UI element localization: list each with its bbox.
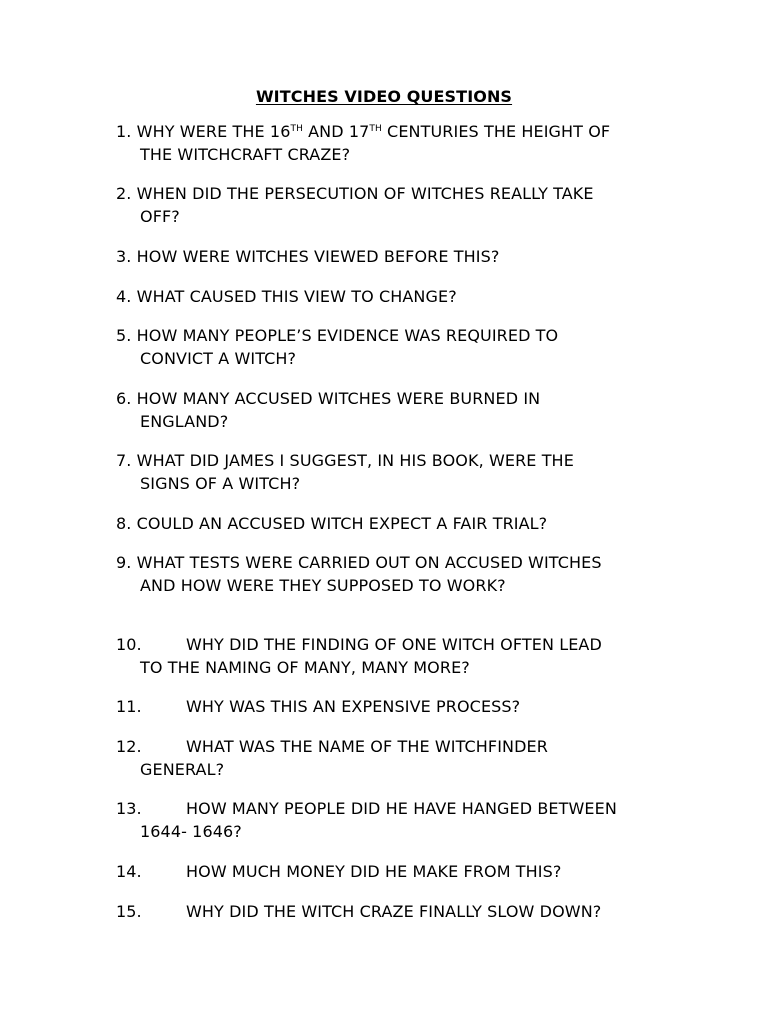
superscript: TH [290, 124, 303, 134]
question-14 [116, 860, 716, 883]
question-9 [116, 551, 716, 597]
question-text-continued: AND HOW WERE THEY SUPPOSED TO WORK? [140, 576, 506, 595]
question-number: 7. [116, 451, 132, 470]
question-text: WHAT CAUSED THIS VIEW TO CHANGE? [136, 287, 457, 306]
question-text: HOW MANY ACCUSED WITCHES WERE BURNED IN [136, 389, 541, 408]
question-number: 15. [116, 902, 142, 921]
question-text-continued: OFF? [140, 207, 180, 226]
question-13 [116, 797, 716, 843]
question-text-continued: ENGLAND? [140, 412, 229, 431]
question-1-line-2: THE WITCHCRAFT CRAZE? [140, 145, 351, 164]
question-number: 11. [116, 697, 142, 716]
question-text-continued: TO THE NAMING OF MANY, MANY MORE? [140, 658, 470, 677]
question-12 [116, 735, 716, 781]
question-text: WHAT TESTS WERE CARRIED OUT ON ACCUSED WITCHES [136, 553, 602, 572]
question-number: 1. [116, 122, 132, 141]
question-8 [116, 512, 716, 535]
question-text: WHY DID THE FINDING OF ONE WITCH OFTEN LEAD [186, 635, 602, 654]
question-number: 6. [116, 389, 132, 408]
question-text-continued: 1644- 1646? [140, 822, 242, 841]
page-title: WITCHES VIDEO QUESTIONS [255, 87, 513, 106]
question-number: 14. [116, 862, 142, 881]
question-7 [116, 449, 716, 495]
question-number: 5. [116, 326, 132, 345]
question-text-continued: CONVICT A WITCH? [140, 349, 297, 368]
question-5 [116, 324, 716, 370]
question-text: HOW MANY PEOPLE DID HE HAVE HANGED BETWEEN [186, 799, 617, 818]
question-1 [116, 120, 716, 166]
question-text: WHY WAS THIS AN EXPENSIVE PROCESS? [186, 697, 521, 716]
question-text-continued: GENERAL? [140, 760, 225, 779]
question-number: 13. [116, 799, 142, 818]
question-number: 9. [116, 553, 132, 572]
question-text-continued: SIGNS OF A WITCH? [140, 474, 301, 493]
question-text: HOW WERE WITCHES VIEWED BEFORE THIS? [136, 247, 500, 266]
question-number: 8. [116, 514, 132, 533]
question-number: 4. [116, 287, 132, 306]
question-text: COULD AN ACCUSED WITCH EXPECT A FAIR TRIAL? [136, 514, 548, 533]
question-text: WHY DID THE WITCH CRAZE FINALLY SLOW DOWN? [186, 902, 602, 921]
question-11 [116, 695, 716, 718]
question-number: 12. [116, 737, 142, 756]
question-3 [116, 245, 716, 268]
question-text: HOW MUCH MONEY DID HE MAKE FROM THIS? [186, 862, 562, 881]
question-number: 3. [116, 247, 132, 266]
question-6 [116, 387, 716, 433]
question-15 [116, 900, 716, 923]
question-1-line-1: 1. WHY WERE THE 16TH AND 17TH CENTURIES THE HEIGHT OF [116, 122, 611, 141]
question-number: 10. [116, 635, 142, 654]
question-number: 2. [116, 184, 132, 203]
question-2 [116, 182, 716, 228]
question-text: WHAT WAS THE NAME OF THE WITCHFINDER [186, 737, 548, 756]
question-text: WHEN DID THE PERSECUTION OF WITCHES REALLY TAKE [136, 184, 594, 203]
question-4 [116, 285, 716, 308]
question-text: WHAT DID JAMES I SUGGEST, IN HIS BOOK, WERE THE [136, 451, 574, 470]
superscript: TH [369, 124, 382, 134]
question-10 [116, 633, 716, 679]
question-text: HOW MANY PEOPLE’S EVIDENCE WAS REQUIRED TO [136, 326, 559, 345]
